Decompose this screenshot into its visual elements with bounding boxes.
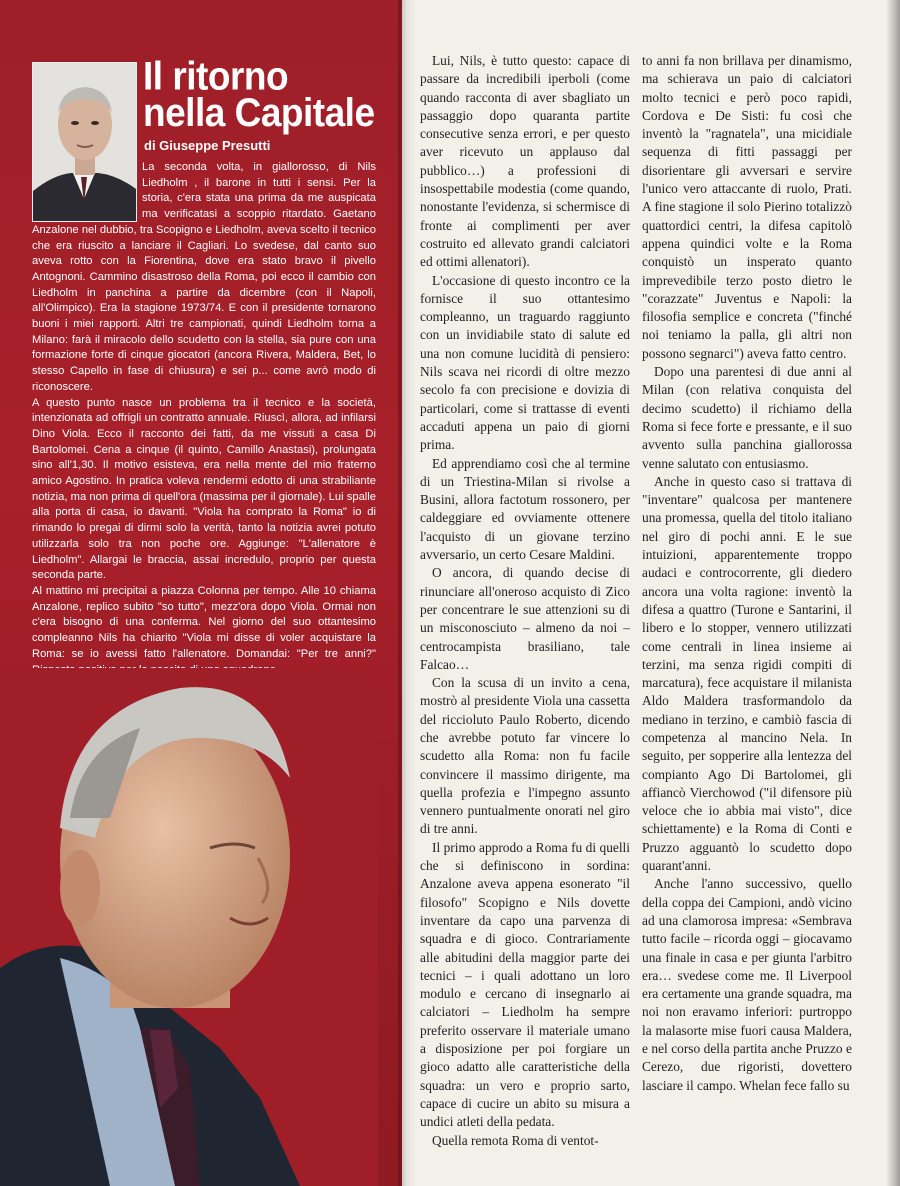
page-gutter	[398, 0, 416, 1186]
article-title	[143, 53, 398, 135]
body-paragraph: Ed apprendiamo così che al termine di un Triestina-Milan si rivolse a Busini, allora factotum rossonero, per caldeggiare ed ovviamente ottenere l'acquisto di un giovane terzino avversario, un certo Cesare Maldini.	[420, 455, 630, 563]
body-paragraph: Anche l'anno successivo, quello della coppa dei Campioni, andò vicino ad una clamorosa impresa: «Sembrava tutto facile – ricorda oggi – giocavamo una finale in casa e per giunta l'arbitro era… svedese come me. Il Liverpool era certamente una grande squadra, ma noi non eravamo inferiori: purtroppo la malasorte mise fuori causa Maldera, e nel corso della partita anche Pruzzo e Cerezo, due rigoristi, dovettero lasciare il campo. Whelan fece fallo su	[642, 876, 852, 1093]
page-edge-shadow	[886, 0, 900, 1186]
body-paragraph: Dopo una parentesi di due anni al Milan (con relativa conquista del decimo scudetto) il richiamo della Roma si fece forte e pressante, e il suo avvento sulla panchina giallorossa venne salutato con entusiasmo.	[642, 364, 852, 471]
body-paragraph: Quella remota Roma di ventot-	[432, 1132, 599, 1148]
body-paragraph: to anni fa non brillava per dinamismo, ma schierava un paio di calciatori molto tecnici e però poco rapidi, Cordova e De Sisti: fu così che inventò la "ragnatela", una micidiale sequenza di fitti passaggi per disorientare gli avversari e servire l'unico vero attaccante di ruolo, Prati. A fine stagione il solo Pierino totalizzò quattordici centri, la difesa capitolò appena quindici volte e la Roma conquistò un insperato quanto imprevedibile terzo posto dietro le "corazzate" Juventus e Napoli: la filosofia semplice e concreta ("finché noi teniamo la palla, gli altri non possono segnarci") aveva fatto centro.	[642, 53, 852, 361]
liedholm-portrait-photo	[0, 668, 378, 1186]
body-paragraph: L'occasione di questo incontro ce la fornisce il suo ottantesimo compleanno, un traguardo raggiunto con un invidiabile stato di salute ed una non comune lucidità di pensiero: Nils scava nei ricordi di oltre mezzo secolo fa con precisione e dovizia di particolari, come si trattasse di eventi accaduti appena un paio di giorni prima.	[420, 272, 630, 453]
article-byline: di Giuseppe Presutti	[144, 138, 271, 153]
intro-paragraph: Al mattino mi precipitai a piazza Colonna per tempo. Alle 10 chiama Anzalone, replico subito "so tutto", mezz'ora dopo Viola. Ormai non c'era bisogno di una conferma. Nel giorno del suo ottantesimo compleanno Nils ha chiarito "Viola mi disse di voler acquistare la Roma: se io avessi fatto l'allenatore. Domandai: "Per tre anni?"	[32, 584, 376, 660]
intro-paragraph: La seconda volta, in giallorosso, di Nils Liedholm , il barone in tutti i sensi. Per la storia, c'era stata una prima da me auspicata ma verificatasi a scoppio ritardato. Gaetano Anzalone nel dubbio, tra Scopigno e Liedholm, aveva scelto il tecnico che era riuscito a lanciare il Cagliari. Lo svedese, dal canto suo aveva rotto con la Fiorentina, dove era stato bravo il pivello Antognoni. Cammino disastroso della Roma, poi ecco il cambio con Liedholm in panchina a partire da dicembre (con il Napoli, all'Olimpico). Era la stagione 1973/74. E con il presidente tornarono buoni i miei rapporti. Altri tre campionati, quindi Liedholm torna a Milano: farà il miracolo dello scudetto con la stella, sia pure con una formazione forte di cinque giocatori (ancora Rivera, Maldera, Bet, lo stesso Capello in fase di chiusura) e sei p... come avrò modo di riconoscere.	[32, 161, 376, 393]
title-line-1: Il ritorno	[143, 53, 289, 98]
body-paragraph: O ancora, di quando decise di rinunciare all'oneroso acquisto di Zico per concentrare le sue attenzioni su di un misconosciuto – almeno da noi – centrocampista brasiliano, tale Falcao…	[420, 565, 630, 672]
body-paragraph: Anche in questo caso si trattava di "inventare" qualcosa per mantenere una promessa, quella del titolo italiano nel giro di pochi anni. E le sue intuizioni, apparentemente troppo audaci e controcorrente, gli diedero ancora una volta ragione: inventò la difesa a quattro (Turone e Santarini, il libero e lo stopper, vennero utilizzati come centrali in linea insieme ai terzini, ma senza rigidi compiti di marcatura), fece acquistare il milanista Aldo Maldera trasformandolo da mediano in terzino, e cambiò fascia di competenza al mancino Nela. In seguito, per sopperire alla lentezza del compianto Ago Di Bartolomei, gli affiancò Vierchowod ("il difensore più veloce che io abbia mai visto", dice schiettamente) e la Roma di Conti e Pruzzo agguantò lo scudetto dopo quarant'anni.	[642, 473, 852, 874]
body-paragraph: Con la scusa di un invito a cena, mostrò al presidente Viola una cassetta del ricciolut​o Paulo Roberto, dicendo che avrebbe potuto far vincere lo scudetto alla Roma: non fu facile convincere il massimo dirigente, ma quella profezia e l'impegno assunto vennero puntualmente onorati nel giro di tre anni.	[420, 675, 630, 837]
body-paragraph: Il primo approdo a Roma fu di quelli che si definiscono in sordina: Anzalone aveva appena esonerato "il filosofo" Scopigno e Nils dovette inventare da capo una parvenza di squadra e di gioco. Contrariamente alle abitudini della maggior parte dei tecnici – i quali adottano un loro modulo e cercano di insegnarlo ai calciatori – Liedholm ha sempre preferito osservare il materiale umano a disposizione per poi forgiare un gioco adatto alle caratteristiche della squadra: un vero e proprio sarto, capace di cucire un abito su misura a undici atleti della pedata.	[420, 839, 630, 1130]
article-column-1	[420, 52, 630, 1150]
red-sidebar-panel	[0, 0, 402, 1186]
intro-text	[32, 160, 376, 678]
intro-paragraph: A questo punto nasce un problema tra il tecnico e la società, intenzionata ad offrigli un contratto annuale. Riuscì, allora, ad infilarsi Dino Viola. Ecco il racconto dei fatti, da me vissuti a casa Di Bartolomei. Cena a cinque (il quinto, Camillo Anastasi), prolungata sino all'1,30. Il motivo esisteva, era nella mente del mio fraterno amico Agostino. In pratica voleva rendermi edotto di una strabiliante notizia, ma non prima di quell'ora (massima per il giornale). Lui spalle alla porta di casa, io davanti. "Viola ha comprato la Roma" io di rimando lo pregai di dirmi solo la verità, tanto la notizia avrei potuto utilizzarla solo tra non poche ore. Aggiunge: "L'allenatore è Liedholm". Allargai le braccia, assai incredulo, proprio per questa seconda parte.	[32, 396, 376, 582]
body-paragraph: Lui, Nils, è tutto questo: capace di passare da incredibili iperboli (come quando racconta di aver sbagliato un passaggio dopo quaranta partite consecutive senza errori, e per questo aver ricevuto un applauso dal pubblico…) a professioni di insospettabile modestia (come quando, nonostante l'evidenza, si schermisce di fronte ai complimenti per aver costruito ed allevato grandi calciatori ed ottimi allenatori).	[420, 53, 630, 270]
title-line-2: nella Capitale	[143, 90, 375, 135]
article-column-2	[642, 52, 852, 1095]
